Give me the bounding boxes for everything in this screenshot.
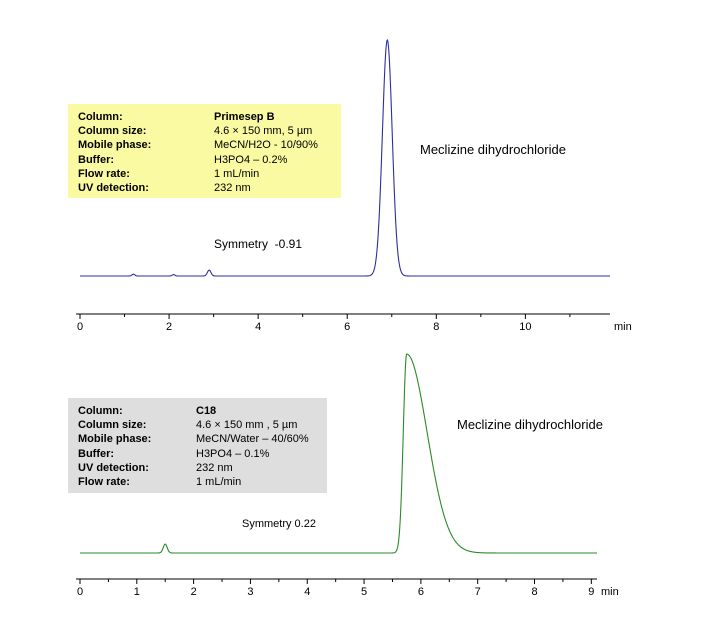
condition-key: Column: bbox=[78, 111, 123, 123]
condition-value: 232 nm bbox=[214, 181, 251, 194]
condition-value: 4.6 × 150 mm, 5 µm bbox=[214, 125, 313, 138]
x-tick-label: 4 bbox=[255, 321, 262, 333]
x-tick-label: 2 bbox=[190, 586, 197, 598]
symmetry-label: Symmetry 0.22 bbox=[242, 518, 316, 530]
condition-key: Mobile phase: bbox=[78, 433, 152, 446]
x-tick-label: 1 bbox=[133, 586, 140, 598]
x-tick-label: 3 bbox=[247, 586, 254, 598]
condition-key: Column size: bbox=[78, 419, 147, 432]
condition-value: 4.6 × 150 mm , 5 µm bbox=[196, 419, 298, 432]
x-tick-label: 8 bbox=[433, 321, 440, 333]
x-axis-label: min bbox=[601, 586, 619, 598]
condition-key: Column size: bbox=[78, 125, 147, 138]
condition-key: Flow rate: bbox=[78, 167, 130, 180]
x-tick-label: 10 bbox=[519, 321, 532, 333]
x-tick-label: 8 bbox=[531, 586, 538, 598]
x-tick-label: 0 bbox=[76, 321, 84, 333]
condition-value: H3PO4 – 0.2% bbox=[214, 153, 288, 166]
condition-value: MeCN/Water – 40/60% bbox=[196, 433, 309, 446]
condition-value: Primesep B bbox=[214, 111, 275, 123]
condition-key: Buffer: bbox=[78, 447, 115, 460]
condition-value: 1 mL/min bbox=[214, 167, 260, 180]
condition-key: Flow rate: bbox=[78, 475, 130, 488]
condition-key: UV detection: bbox=[78, 461, 149, 474]
chromatogram-trace bbox=[80, 40, 610, 276]
chromatogram-trace bbox=[80, 354, 597, 553]
condition-value: 1 mL/min bbox=[196, 475, 242, 488]
x-tick-label: 0 bbox=[76, 586, 84, 598]
condition-key: Buffer: bbox=[78, 153, 115, 166]
peak-label: Meclizine dihydrochloride bbox=[420, 142, 566, 157]
x-tick-label: 2 bbox=[166, 321, 173, 333]
x-tick-label: 4 bbox=[304, 586, 311, 598]
peak-label: Meclizine dihydrochloride bbox=[457, 417, 603, 432]
condition-value: H3PO4 – 0.1% bbox=[196, 447, 270, 460]
condition-value: 232 nm bbox=[196, 461, 233, 474]
condition-key: UV detection: bbox=[78, 181, 149, 194]
condition-key: Mobile phase: bbox=[78, 139, 152, 152]
x-tick-label: 7 bbox=[474, 586, 481, 598]
x-tick-label: 6 bbox=[417, 586, 424, 598]
symmetry-label: Symmetry -0.91 bbox=[214, 237, 303, 251]
x-axis-label: min bbox=[614, 321, 632, 333]
x-tick-label: 5 bbox=[361, 586, 368, 598]
x-tick-label: 6 bbox=[344, 321, 351, 333]
condition-key: Column: bbox=[78, 405, 123, 417]
x-tick-label: 9 bbox=[588, 586, 595, 598]
condition-value: MeCN/H2O - 10/90% bbox=[214, 139, 318, 152]
condition-value: C18 bbox=[196, 405, 217, 417]
